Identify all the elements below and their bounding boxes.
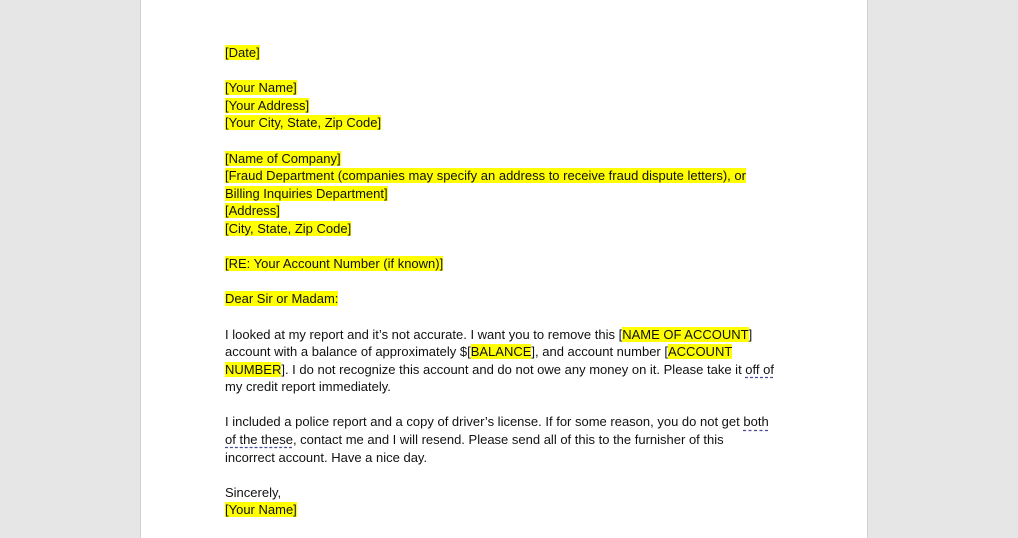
- paragraph1-text: ]. I do not recognize this account and do not owe any money on it. Please take it: [281, 361, 746, 377]
- paragraph1-line3[interactable]: [225, 361, 785, 379]
- sender-city-state-zip[interactable]: [Your City, State, Zip Code]: [225, 115, 382, 131]
- paragraph1-line1[interactable]: [225, 326, 785, 344]
- signature-placeholder[interactable]: [Your Name]: [225, 502, 297, 518]
- paragraph1-line2[interactable]: [225, 343, 785, 361]
- recipient-department-line2[interactable]: Billing Inquiries Department]: [225, 185, 388, 201]
- closing[interactable]: Sincerely,: [225, 484, 282, 500]
- paragraph1-line4[interactable]: [225, 378, 785, 396]
- recipient-address[interactable]: [Address]: [225, 203, 280, 219]
- account-number-placeholder-part2[interactable]: NUMBER: [225, 361, 282, 377]
- recipient-department-line1[interactable]: [Fraud Department (companies may specify an address to receive fraud dispute letters), or: [225, 168, 746, 184]
- salutation[interactable]: Dear Sir or Madam:: [225, 291, 339, 307]
- paragraph1-text: I looked at my report and it’s not accurate. I want you to remove this [: [225, 326, 623, 342]
- paragraph2-line3[interactable]: [225, 449, 785, 467]
- letter-body: [225, 44, 785, 519]
- document-page: [140, 0, 868, 538]
- paragraph1-text: ]: [748, 326, 753, 342]
- paragraph2-text: incorrect account. Have a nice day.: [225, 449, 428, 465]
- recipient-city-state-zip[interactable]: [City, State, Zip Code]: [225, 220, 352, 236]
- sender-address[interactable]: [Your Address]: [225, 97, 310, 113]
- paragraph2-text: I included a police report and a copy of driver’s license. If for some reason, you do not get: [225, 414, 744, 430]
- grammar-flag-off-of[interactable]: off of: [745, 361, 774, 377]
- date-placeholder[interactable]: [Date]: [225, 45, 260, 60]
- re-line[interactable]: [RE: Your Account Number (if known)]: [225, 256, 444, 272]
- grammar-flag-of-the-these[interactable]: of the these: [225, 432, 293, 448]
- sender-name[interactable]: [Your Name]: [225, 80, 297, 96]
- grammar-flag-both[interactable]: both: [743, 414, 769, 430]
- paragraph1-text: my credit report immediately.: [225, 379, 391, 395]
- recipient-company[interactable]: [Name of Company]: [225, 150, 341, 166]
- paragraph1-text: account with a balance of approximately $[: [225, 344, 471, 360]
- paragraph1-text: ], and account number [: [531, 344, 668, 360]
- account-number-placeholder-part1[interactable]: ACCOUNT: [668, 344, 733, 360]
- paragraph2-text: , contact me and I will resend. Please send all of this to the furnisher of this: [292, 432, 724, 448]
- account-name-placeholder[interactable]: NAME OF ACCOUNT: [622, 326, 749, 342]
- balance-placeholder[interactable]: BALANCE: [470, 344, 532, 360]
- paragraph2-line2[interactable]: [225, 431, 785, 449]
- paragraph2-line1[interactable]: [225, 413, 785, 431]
